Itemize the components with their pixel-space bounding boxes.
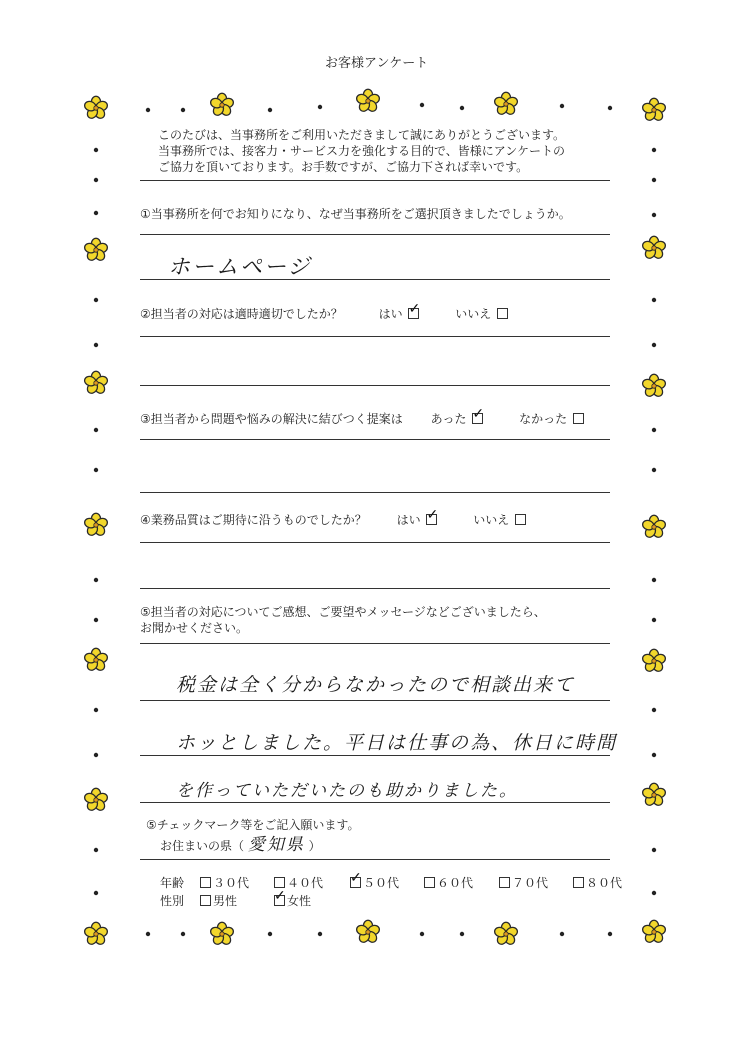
flower-icon: [641, 98, 666, 122]
dot-icon: [652, 148, 656, 152]
gender-option-1-checkbox[interactable]: [200, 895, 211, 906]
age-option-3-label: ５０代: [363, 876, 400, 890]
page-title: お客様アンケート: [325, 56, 429, 71]
age-label: 年齢: [160, 876, 185, 890]
q3-yes-label: あった: [430, 412, 467, 426]
dot-icon: [94, 578, 98, 582]
dot-icon: [94, 618, 98, 622]
dot-icon: [652, 753, 656, 757]
q1-rule-2: [140, 279, 610, 280]
dot-icon: [652, 343, 656, 347]
age-option-3[interactable]: [348, 870, 400, 891]
q4-no-label: いいえ: [473, 513, 510, 527]
flower-icon: [83, 371, 108, 395]
flower-icon: [493, 922, 518, 946]
dot-icon: [94, 178, 98, 182]
gender-option-1[interactable]: [198, 893, 237, 909]
question-1: ①当事務所を何でお知りになり、なぜ当事務所をご選択頂きましたでしょうか。: [140, 207, 571, 221]
flower-icon: [209, 93, 234, 117]
dot-icon: [268, 108, 272, 112]
age-option-5[interactable]: [497, 875, 548, 891]
flower-icon: [641, 783, 666, 807]
q2-no-label: いいえ: [455, 307, 492, 321]
q4-rule-1: [140, 542, 610, 543]
q4-yes-checkbox[interactable]: [426, 507, 439, 525]
dot-icon: [94, 848, 98, 852]
age-option-3-checkbox[interactable]: [350, 870, 362, 888]
flower-icon: [83, 922, 108, 946]
dot-icon: [652, 848, 656, 852]
prefecture-row: [160, 837, 321, 854]
dot-icon: [146, 108, 150, 112]
q3-yes-checkbox[interactable]: [472, 406, 485, 424]
gender-option-1-label: 男性: [213, 894, 238, 908]
flower-icon: [355, 920, 380, 944]
dot-icon: [318, 105, 322, 109]
dot-icon: [652, 213, 656, 217]
gender-label: 性別: [160, 894, 185, 908]
dot-icon: [608, 932, 612, 936]
age-option-6-label: ８０代: [586, 876, 623, 890]
dot-icon: [652, 298, 656, 302]
dot-icon: [146, 932, 150, 936]
flower-icon: [355, 89, 380, 113]
flower-icon: [641, 649, 666, 673]
dot-icon: [652, 708, 656, 712]
q3-rule-1: [140, 439, 610, 440]
q5-answer-line-2[interactable]: ホッとしました。平日は仕事の為、休日に時間: [176, 732, 618, 754]
age-option-1[interactable]: [198, 875, 249, 891]
age-option-4[interactable]: [422, 875, 473, 891]
q4-rule-2: [140, 588, 610, 589]
intro-line-2: 当事務所では、接客力・サービス力を強化する目的で、皆様にアンケートの: [158, 144, 566, 158]
question-2: [140, 301, 510, 322]
dot-icon: [420, 932, 424, 936]
flower-icon: [83, 513, 108, 537]
q5-answer-line-3[interactable]: を作っていただいたのも助かりました。: [176, 781, 518, 801]
dot-icon: [318, 932, 322, 936]
q2-yes-label: はい: [378, 307, 403, 321]
q2-rule-1: [140, 336, 610, 337]
question-4-text: ④業務品質はご期待に沿うものでしたか？: [140, 513, 367, 527]
question-5-line-1: ⑤担当者の対応についてご感想、ご要望やメッセージなどございましたら、: [140, 605, 546, 619]
dot-icon: [94, 148, 98, 152]
flower-icon: [83, 238, 108, 262]
intro-line-1: このたびは、当事務所をご利用いただきまして誠にありがとうございます。: [158, 128, 566, 142]
dot-icon: [94, 343, 98, 347]
flower-icon: [209, 922, 234, 946]
flower-icon: [641, 920, 666, 944]
q5-rule-1: [140, 643, 610, 644]
q3-no-label: なかった: [519, 412, 568, 426]
q4-no-checkbox[interactable]: [515, 514, 526, 525]
q1-answer[interactable]: ホームページ: [168, 255, 312, 280]
intro-line-3: ご協力を頂いております。お手数ですが、ご協力下されば幸いです。: [158, 160, 529, 174]
dot-icon: [268, 932, 272, 936]
check-mark-icon: ✓: [472, 406, 485, 422]
dot-icon: [94, 298, 98, 302]
question-6: ⑤チェックマーク等をご記入願います。: [146, 818, 360, 832]
q2-rule-2: [140, 385, 610, 386]
dot-icon: [181, 108, 185, 112]
question-3: [140, 406, 586, 427]
dot-icon: [560, 932, 564, 936]
question-2-text: ②担当者の対応は適時適切でしたか？: [140, 307, 343, 321]
dot-icon: [652, 468, 656, 472]
age-option-6[interactable]: [571, 875, 622, 891]
q2-no-checkbox[interactable]: [497, 308, 508, 319]
q3-rule-2: [140, 492, 610, 493]
intro-underline: [140, 180, 610, 181]
prefecture-value[interactable]: 愛知県: [247, 835, 305, 855]
dot-icon: [652, 428, 656, 432]
dot-icon: [94, 753, 98, 757]
age-option-2-label: ４０代: [287, 876, 324, 890]
dot-icon: [94, 211, 98, 215]
dot-icon: [652, 618, 656, 622]
prefecture-label: お住まいの県（: [160, 839, 245, 853]
flower-icon: [641, 515, 666, 539]
q5-rule-2: [140, 700, 610, 701]
dot-icon: [560, 104, 564, 108]
age-option-1-checkbox[interactable]: [200, 877, 211, 888]
q2-yes-checkbox[interactable]: [408, 301, 421, 319]
question-5-line-2: お聞かせください。: [140, 621, 249, 635]
q6-rule: [140, 859, 610, 860]
dot-icon: [460, 932, 464, 936]
dot-icon: [652, 891, 656, 895]
flower-icon: [83, 648, 108, 672]
flower-icon: [641, 236, 666, 260]
age-option-5-label: ７０代: [512, 876, 549, 890]
age-option-1-label: ３０代: [213, 876, 250, 890]
dot-icon: [608, 106, 612, 110]
flower-icon: [641, 374, 666, 398]
gender-option-2-label: 女性: [287, 894, 312, 908]
dot-icon: [94, 891, 98, 895]
dot-icon: [420, 103, 424, 107]
flower-icon: [83, 788, 108, 812]
prefecture-close: ）: [308, 839, 321, 853]
q1-rule-1: [140, 234, 610, 235]
age-option-5-checkbox[interactable]: [499, 877, 510, 888]
age-option-2-checkbox[interactable]: [274, 877, 285, 888]
age-option-4-label: ６０代: [437, 876, 474, 890]
q3-no-checkbox[interactable]: [573, 413, 584, 424]
dot-icon: [181, 932, 185, 936]
dot-icon: [94, 708, 98, 712]
flower-icon: [83, 96, 108, 120]
check-mark-icon: ✓: [350, 870, 362, 886]
q5-rule-4: [140, 802, 610, 803]
check-mark-icon: ✓: [274, 888, 286, 904]
q4-yes-label: はい: [396, 513, 421, 527]
q5-answer-line-1[interactable]: 税金は全く分からなかったので相談出来て: [176, 674, 576, 696]
gender-option-2[interactable]: [272, 888, 312, 909]
age-option-6-checkbox[interactable]: [573, 877, 584, 888]
q5-rule-3: [140, 755, 610, 756]
check-mark-icon: ✓: [426, 507, 439, 523]
dot-icon: [94, 468, 98, 472]
question-4: [140, 507, 528, 528]
dot-icon: [460, 106, 464, 110]
question-3-text: ③担当者から問題や悩みの解決に結びつく提案は: [140, 412, 403, 426]
dot-icon: [652, 178, 656, 182]
age-option-4-checkbox[interactable]: [424, 877, 435, 888]
dot-icon: [94, 428, 98, 432]
gender-option-2-checkbox[interactable]: [274, 888, 286, 906]
check-mark-icon: ✓: [408, 301, 421, 317]
dot-icon: [652, 578, 656, 582]
flower-icon: [493, 92, 518, 116]
